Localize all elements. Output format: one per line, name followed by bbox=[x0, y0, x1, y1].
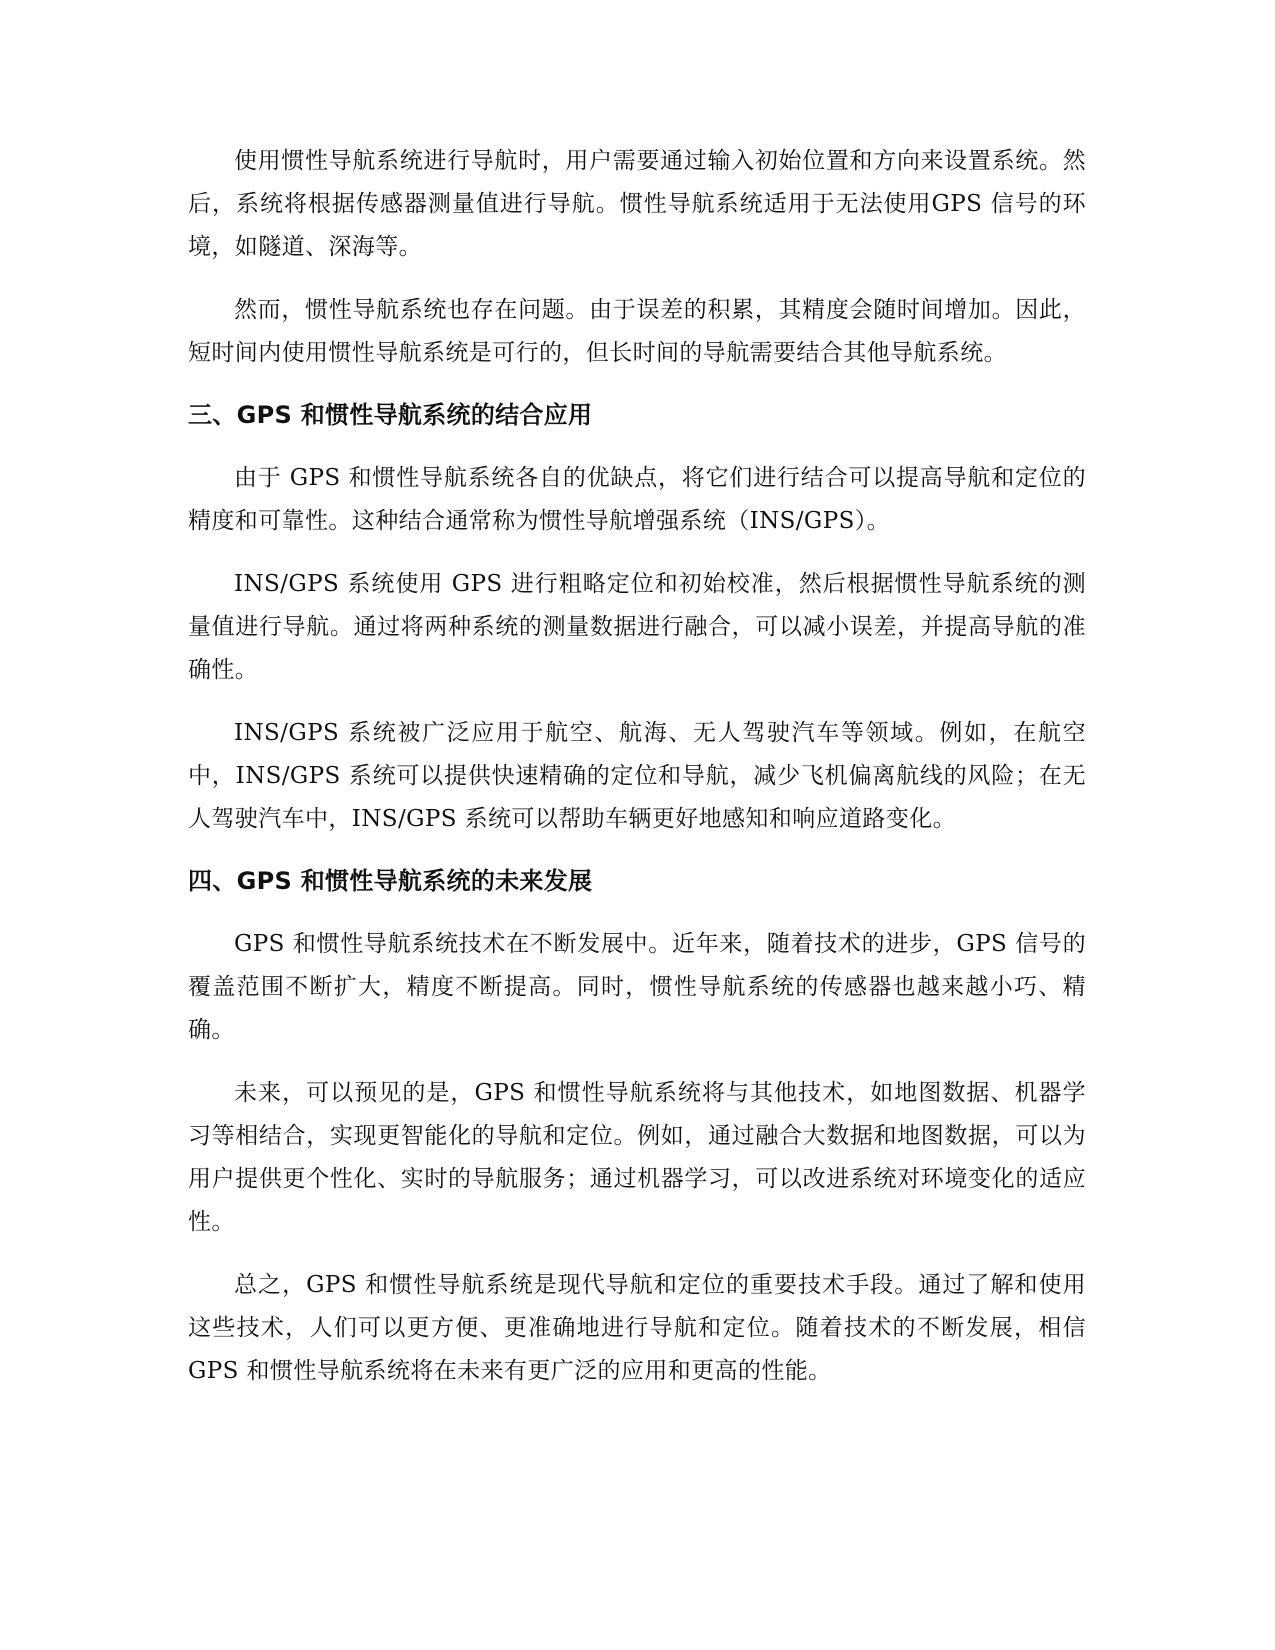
paragraph-ins-limitations: 然而，惯性导航系统也存在问题。由于误差的积累，其精度会随时间增加。因此，短时间内使用惯性导航系统是可行的，但长时间的导航需要结合其他导航系统。 bbox=[188, 297, 1086, 366]
paragraph-ins-usage: 使用惯性导航系统进行导航时，用户需要通过输入初始位置和方向来设置系统。然后，系统将根据传感器测量值进行导航。惯性导航系统适用于无法使用GPS 信号的环境，如隧道、深海等。 bbox=[188, 148, 1086, 260]
section-heading-combined-application: 三、GPS 和惯性导航系统的结合应用 bbox=[188, 401, 593, 429]
paragraph-future-outlook: 未来，可以预见的是，GPS 和惯性导航系统将与其他技术，如地图数据、机器学习等相结合，实现更智能化的导航和定位。例如，通过融合大数据和地图数据，可以为用户提供更个性化、实时的导航服务；通过机器学习，可以改进系统对环境变化的适应性。 bbox=[188, 1080, 1086, 1235]
paragraph-ins-gps-applications: INS/GPS 系统被广泛应用于航空、航海、无人驾驶汽车等领域。例如，在航空中，INS/GPS 系统可以提供快速精确的定位和导航，减少飞机偏离航线的风险；在无人驾驶汽车中，INS/GPS 系统可以帮助车辆更好地感知和响应道路变化。 bbox=[188, 720, 1086, 832]
paragraph-combination-intro: 由于 GPS 和惯性导航系统各自的优缺点，将它们进行结合可以提高导航和定位的精度和可靠性。这种结合通常称为惯性导航增强系统（INS/GPS）。 bbox=[188, 465, 1086, 534]
paragraph-conclusion: 总之，GPS 和惯性导航系统是现代导航和定位的重要技术手段。通过了解和使用这些技术，人们可以更方便、更准确地进行导航和定位。随着技术的不断发展，相信 GPS 和惯性导航系统将在未来有更广泛的应用和更高的性能。 bbox=[188, 1272, 1086, 1384]
document-body bbox=[188, 140, 1086, 1413]
paragraph-technology-progress: GPS 和惯性导航系统技术在不断发展中。近年来，随着技术的进步，GPS 信号的覆盖范围不断扩大，精度不断提高。同时，惯性导航系统的传感器也越来越小巧、精确。 bbox=[188, 931, 1086, 1043]
paragraph-ins-gps-method: INS/GPS 系统使用 GPS 进行粗略定位和初始校准，然后根据惯性导航系统的测量值进行导航。通过将两种系统的测量数据进行融合，可以减小误差，并提高导航的准确性。 bbox=[188, 571, 1086, 683]
section-heading-future-development: 四、GPS 和惯性导航系统的未来发展 bbox=[188, 867, 593, 895]
